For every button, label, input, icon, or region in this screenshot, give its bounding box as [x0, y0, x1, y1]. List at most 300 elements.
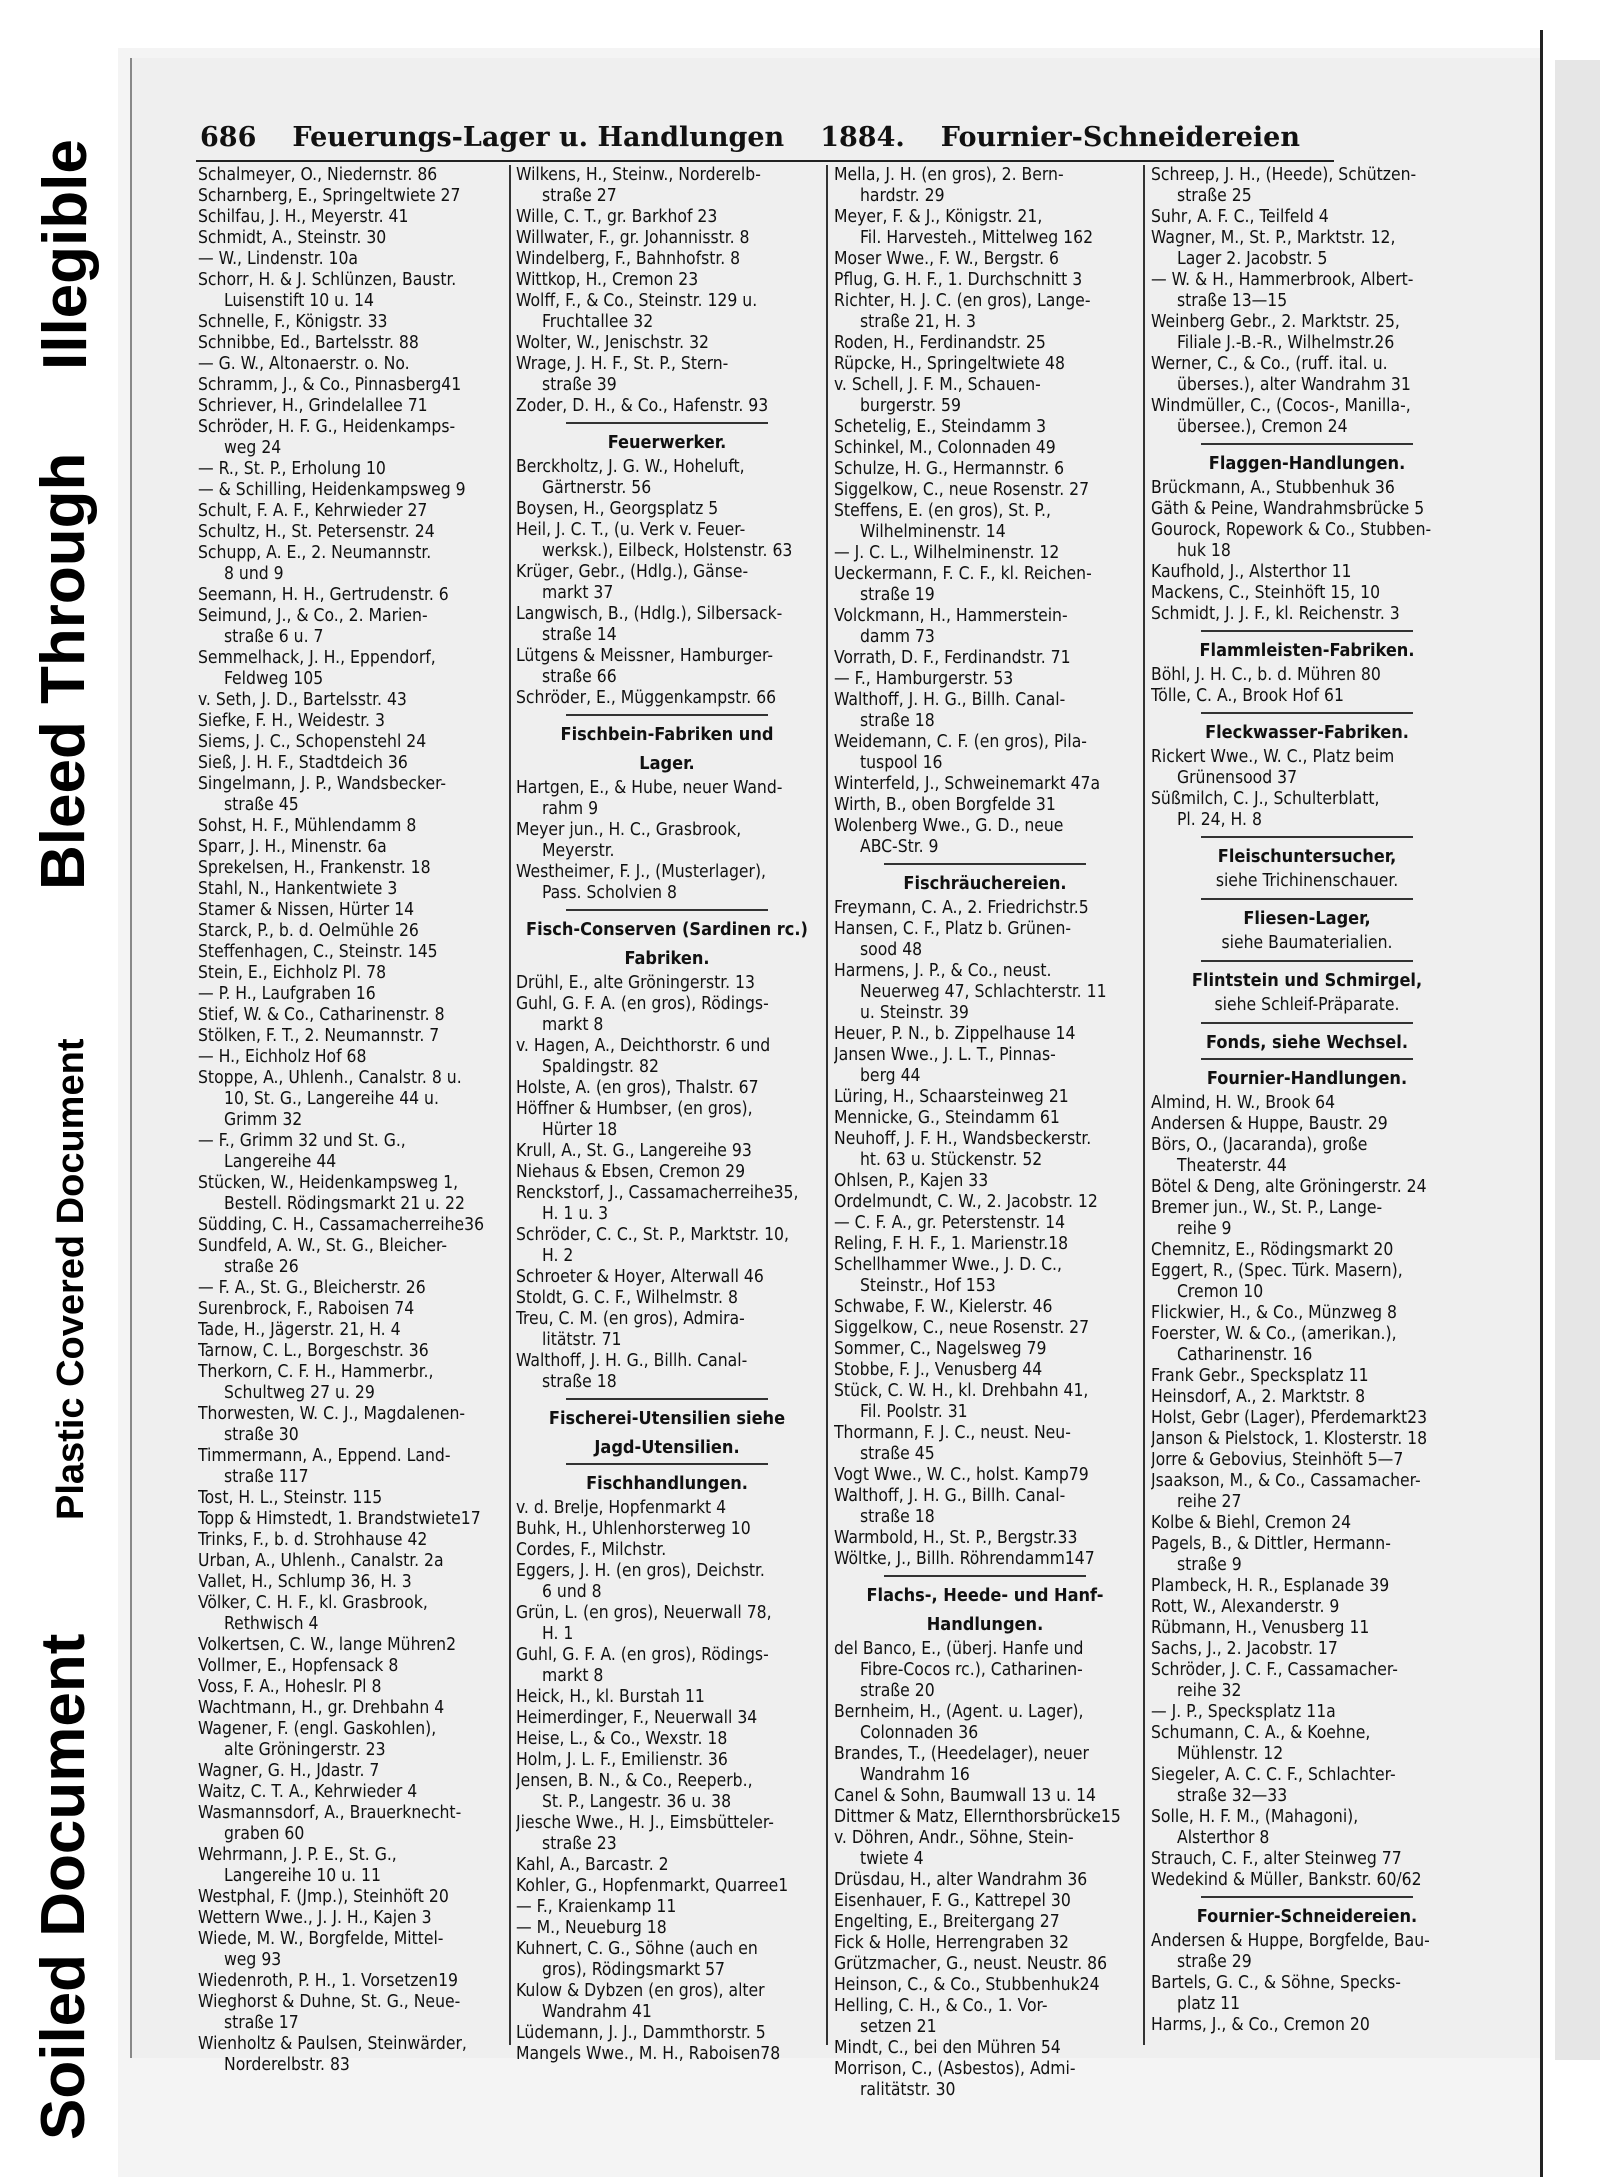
directory-entry: Schalmeyer, O., Niedernstr. 86 [198, 165, 438, 185]
directory-entry: Harms, J., & Co., Cremon 20 [1151, 2015, 1370, 2035]
directory-entry: Schorr, H. & J. Schlünzen, Baustr. [198, 270, 457, 290]
entry-continuation: Spaldingstr. 82 [542, 1057, 659, 1077]
directory-entry: Mella, J. H. (en gros), 2. Bern- [834, 165, 1064, 185]
entry-continuation: straße 20 [860, 1681, 935, 1701]
section-heading: Fischräuchereien. [903, 873, 1067, 894]
directory-entry: Wöltke, J., Billh. Röhrendamm147 [834, 1549, 1095, 1569]
entry-continuation: Feldweg 105 [224, 669, 324, 689]
entry-continuation: markt 8 [542, 1666, 604, 1686]
directory-entry: Heise, L., & Co., Wexstr. 18 [516, 1729, 728, 1749]
directory-entry: Holste, A. (en gros), Thalstr. 67 [516, 1078, 759, 1098]
section-heading: Flachs-, Heede- und Hanf- [866, 1585, 1104, 1606]
directory-entry: Suhr, A. F. C., Teilfeld 4 [1151, 207, 1329, 227]
directory-entry: Therkorn, C. F. H., Hammerbr., [198, 1362, 434, 1382]
entry-continuation: straße 13—15 [1177, 291, 1288, 311]
entry-continuation: Grimm 32 [224, 1110, 303, 1130]
directory-entry: Semmelhack, J. H., Eppendorf, [198, 648, 436, 668]
directory-entry: — H., Eichholz Hof 68 [198, 1047, 367, 1067]
entry-continuation: berg 44 [860, 1066, 921, 1086]
entry-continuation: straße 45 [224, 795, 299, 815]
directory-entry: Sprekelsen, H., Frankenstr. 18 [198, 858, 431, 878]
directory-entry: — G. W., Altonaerstr. o. No. [198, 354, 410, 374]
directory-entry: Schwabe, F. W., Kielerstr. 46 [834, 1297, 1053, 1317]
entry-continuation: twiete 4 [860, 1849, 924, 1869]
entry-continuation: damm 73 [860, 627, 935, 647]
directory-entry: Krüger, Gebr., (Hdlg.), Gänse- [516, 562, 749, 582]
directory-entry: Lüring, H., Schaarsteinweg 21 [834, 1087, 1069, 1107]
directory-entry: — J. P., Specksplatz 11a [1151, 1702, 1336, 1722]
directory-entry: Süßmilch, C. J., Schulterblatt, [1151, 789, 1380, 809]
directory-entry: Treu, C. M. (en gros), Admira- [516, 1309, 745, 1329]
directory-column-1 [198, 165, 500, 2076]
directory-entry: v. Seth, J. D., Bartelsstr. 43 [198, 690, 407, 710]
directory-entry: Schult, F. A. F., Kehrwieder 27 [198, 501, 428, 521]
directory-entry: Walthoff, J. H. G., Billh. Canal- [834, 690, 1066, 710]
directory-entry: Starck, P., b. d. Oelmühle 26 [198, 921, 419, 941]
directory-entry: Wieghorst & Duhne, St. G., Neue- [198, 1992, 461, 2012]
page-number: 686 [200, 122, 257, 153]
directory-entry: Schramm, J., & Co., Pinnasberg41 [198, 375, 462, 395]
directory-entry: Schulze, H. G., Hermannstr. 6 [834, 459, 1065, 479]
section-divider [566, 1398, 768, 1400]
directory-entry: Trinks, F., b. d. Strohhause 42 [198, 1530, 428, 1550]
directory-entry: Siefke, F. H., Weidestr. 3 [198, 711, 385, 731]
directory-entry: Schnelle, F., Königstr. 33 [198, 312, 388, 332]
entry-continuation: Schultweg 27 u. 29 [224, 1383, 375, 1403]
directory-entry: Wolenberg Wwe., G. D., neue [834, 816, 1064, 836]
directory-entry: — R., St. P., Erholung 10 [198, 459, 386, 479]
section-heading: Feuerwerker. [607, 432, 727, 453]
section-heading: Fournier-Handlungen. [1206, 1068, 1408, 1089]
directory-entry: Westheimer, F. J., (Musterlager), [516, 862, 767, 882]
directory-entry: Moser Wwe., F. W., Bergstr. 6 [834, 249, 1059, 269]
directory-entry: Höffner & Humbser, (en gros), [516, 1099, 753, 1119]
directory-entry: Stobbe, F. J., Venusberg 44 [834, 1360, 1043, 1380]
directory-entry: Wiedenroth, P. H., 1. Vorsetzen19 [198, 1971, 458, 1991]
directory-entry: Brandes, T., (Heedelager), neuer [834, 1744, 1089, 1764]
directory-entry: Stahl, N., Hankentwiete 3 [198, 879, 398, 899]
directory-entry: Weinberg Gebr., 2. Marktstr. 25, [1151, 312, 1400, 332]
entry-continuation: straße 14 [542, 625, 617, 645]
entry-continuation: Norderelbstr. 83 [224, 2055, 350, 2075]
entry-continuation: u. Steinstr. 39 [860, 1003, 969, 1023]
directory-entry: Cordes, F., Milchstr. [516, 1540, 667, 1560]
entry-continuation: Fil. Harvesteh., Mittelweg 162 [860, 228, 1094, 248]
entry-continuation: Theaterstr. 44 [1177, 1156, 1287, 1176]
section-heading: Flintstein und Schmirgel, [1191, 970, 1423, 991]
directory-entry: Wagner, G. H., Jdastr. 7 [198, 1761, 380, 1781]
section-title: Feuerungs-Lager u. Handlungen [292, 122, 785, 153]
directory-entry: Brückmann, A., Stubbenhuk 36 [1151, 478, 1395, 498]
entry-continuation: alte Gröningerstr. 23 [224, 1740, 386, 1760]
directory-entry: Rüpcke, H., Springeltwiete 48 [834, 354, 1065, 374]
directory-entry: — W. & H., Hammerbrook, Albert- [1151, 270, 1414, 290]
entry-continuation: burgerstr. 59 [860, 396, 961, 416]
directory-entry: Heil, J. C. T., (u. Verk v. Feuer- [516, 520, 746, 540]
entry-continuation: H. 1 u. 3 [542, 1204, 609, 1224]
directory-entry: Plambeck, H. R., Esplanade 39 [1151, 1576, 1390, 1596]
directory-entry: Bötel & Deng, alte Gröningerstr. 24 [1151, 1177, 1427, 1197]
entry-continuation: huk 18 [1177, 541, 1231, 561]
directory-entry: Wrage, J. H. F., St. P., Stern- [516, 354, 729, 374]
section-divider [1201, 1058, 1413, 1060]
directory-entry: Böhl, J. H. C., b. d. Mühren 80 [1151, 665, 1381, 685]
entry-continuation: reihe 9 [1177, 1219, 1232, 1239]
directory-entry: Westphal, F. (Jmp.), Steinhöft 20 [198, 1887, 449, 1907]
directory-entry: Fick & Holle, Herrengraben 32 [834, 1933, 1069, 1953]
entry-continuation: Wilhelminenstr. 14 [860, 522, 1006, 542]
entry-continuation: Fibre-Cocos rc.), Catharinen- [860, 1660, 1083, 1680]
directory-entry: Flickwier, H., & Co., Münzweg 8 [1151, 1303, 1397, 1323]
entry-continuation: straße 30 [224, 1425, 299, 1445]
directory-entry: Canel & Sohn, Baumwall 13 u. 14 [834, 1786, 1096, 1806]
entry-continuation: straße 17 [224, 2013, 299, 2033]
directory-entry: Zoder, D. H., & Co., Hafenstr. 93 [516, 396, 769, 416]
directory-entry: Siems, J. C., Schopenstehl 24 [198, 732, 427, 752]
entry-continuation: straße 19 [860, 585, 935, 605]
directory-entry: Jiesche Wwe., H. J., Eimsbütteler- [516, 1813, 774, 1833]
section-heading: Fischhandlungen. [586, 1473, 748, 1494]
directory-entry: Stölken, F. T., 2. Neumannstr. 7 [198, 1026, 440, 1046]
directory-column-2 [516, 165, 818, 2065]
directory-entry: — F., Grimm 32 und St. G., [198, 1131, 406, 1151]
entry-continuation: rahm 9 [542, 799, 599, 819]
directory-entry: Heinsdorf, A., 2. Marktstr. 8 [1151, 1387, 1366, 1407]
directory-entry: Volkertsen, C. W., lange Mühren2 [198, 1635, 457, 1655]
directory-entry: Vollmer, E., Hopfensack 8 [198, 1656, 399, 1676]
section-heading: Fliesen-Lager, [1243, 908, 1371, 929]
section-divider [566, 422, 768, 424]
directory-entry: Schetelig, E., Steindamm 3 [834, 417, 1047, 437]
directory-entry: — & Schilling, Heidenkampsweg 9 [198, 480, 466, 500]
entry-continuation: weg 93 [224, 1950, 282, 1970]
directory-entry: Jansen Wwe., J. L. T., Pinnas- [834, 1045, 1056, 1065]
directory-entry: Walthoff, J. H. G., Billh. Canal- [834, 1486, 1066, 1506]
directory-entry: Seimund, J., & Co., 2. Marien- [198, 606, 428, 626]
directory-entry: Buhk, H., Uhlenhorsterweg 10 [516, 1519, 751, 1539]
directory-entry: Bartels, G. C., & Söhne, Specks- [1151, 1973, 1401, 1993]
entry-continuation: hardstr. 29 [860, 186, 945, 206]
directory-entry: Boysen, H., Georgsplatz 5 [516, 499, 719, 519]
directory-entry: Schinkel, M., Colonnaden 49 [834, 438, 1056, 458]
directory-entry: Thormann, F. J. C., neust. Neu- [834, 1423, 1071, 1443]
column-divider [826, 165, 828, 2045]
directory-entry: Hansen, C. F., Platz b. Grünen- [834, 919, 1072, 939]
directory-entry: Wachtmann, H., gr. Drehbahn 4 [198, 1698, 445, 1718]
directory-entry: Hartgen, E., & Hube, neuer Wand- [516, 778, 783, 798]
section-heading: Flammleisten-Fabriken. [1199, 640, 1415, 661]
directory-entry: Volckmann, H., Hammerstein- [834, 606, 1068, 626]
plastic-covered-label: Plastic Covered Document [50, 1038, 92, 1520]
directory-entry: Mackens, C., Steinhöft 15, 10 [1151, 583, 1381, 603]
entry-continuation: Meyerstr. [542, 841, 615, 861]
entry-continuation: Cremon 10 [1177, 1282, 1264, 1302]
entry-continuation: St. P., Langestr. 36 u. 38 [542, 1792, 732, 1812]
directory-entry: Wirth, B., oben Borgfelde 31 [834, 795, 1056, 815]
directory-entry: Sommer, C., Nagelsweg 79 [834, 1339, 1047, 1359]
directory-entry: Werner, C., & Co., (ruff. ital. u. [1151, 354, 1388, 374]
section-heading: Fournier-Schneidereien. [1196, 1906, 1418, 1927]
directory-entry: Schröder, J. C. F., Cassamacher- [1151, 1660, 1398, 1680]
directory-entry: Urban, A., Uhlenh., Canalstr. 2a [198, 1551, 444, 1571]
section-divider [1201, 960, 1413, 962]
directory-entry: v. d. Brelje, Hopfenmarkt 4 [516, 1498, 727, 1518]
directory-entry: Schröder, E., Müggenkampstr. 66 [516, 688, 777, 708]
entry-continuation: straße 6 u. 7 [224, 627, 324, 647]
directory-entry: Waitz, C. T. A., Kehrwieder 4 [198, 1782, 418, 1802]
column-divider [1143, 165, 1145, 2045]
directory-entry: Ueckermann, F. C. F., kl. Reichen- [834, 564, 1092, 584]
directory-entry: — F., Hamburgerstr. 53 [834, 669, 1014, 689]
directory-entry: Siggelkow, C., neue Rosenstr. 27 [834, 1318, 1090, 1338]
directory-entry: Schröder, C. C., St. P., Marktstr. 10, [516, 1225, 789, 1245]
entry-continuation: straße 32—33 [1177, 1786, 1288, 1806]
directory-entry: Tade, H., Jägerstr. 21, H. 4 [198, 1320, 401, 1340]
entry-continuation: markt 8 [542, 1015, 604, 1035]
directory-entry: Völker, C. H. F., kl. Grasbrook, [198, 1593, 428, 1613]
section-heading: Flaggen-Handlungen. [1208, 453, 1406, 474]
directory-entry: Schellhammer Wwe., J. D. C., [834, 1255, 1062, 1275]
directory-entry: Wilkens, H., Steinw., Norderelb- [516, 165, 761, 185]
directory-entry: Vorrath, D. F., Ferdinandstr. 71 [834, 648, 1071, 668]
section-divider [1201, 898, 1413, 900]
entry-continuation: Filiale J.-B.-R., Wilhelmstr.26 [1177, 333, 1395, 353]
entry-continuation: H. 1 [542, 1624, 574, 1644]
directory-entry: Schultz, H., St. Petersenstr. 24 [198, 522, 435, 542]
directory-entry: — J. C. L., Wilhelminenstr. 12 [834, 543, 1060, 563]
column-divider [509, 165, 511, 2045]
directory-entry: Seemann, H. H., Gertrudenstr. 6 [198, 585, 449, 605]
entry-continuation: straße 27 [542, 186, 617, 206]
entry-continuation: werksk.), Eilbeck, Holstenstr. 63 [542, 541, 793, 561]
directory-entry: Berckholtz, J. G. W., Hoheluft, [516, 457, 745, 477]
entry-continuation: straße 18 [860, 1507, 935, 1527]
entry-continuation: überses.), alter Wandrahm 31 [1177, 375, 1411, 395]
directory-entry: Jensen, B. N., & Co., Reeperb., [516, 1771, 753, 1791]
directory-entry: Stoldt, G. C. F., Wilhelmstr. 8 [516, 1288, 738, 1308]
directory-entry: Dittmer & Matz, Ellernthorsbrücke15 [834, 1807, 1121, 1827]
directory-entry: Freymann, C. A., 2. Friedrichstr.5 [834, 898, 1089, 918]
entry-continuation: Alsterthor 8 [1177, 1828, 1270, 1848]
entry-continuation: Catharinenstr. 16 [1177, 1345, 1313, 1365]
directory-entry: Foerster, W. & Co., (amerikan.), [1151, 1324, 1397, 1344]
entry-continuation: Neuerweg 47, Schlachterstr. 11 [860, 982, 1107, 1002]
entry-continuation: graben 60 [224, 1824, 305, 1844]
entry-continuation: übersee.), Cremon 24 [1177, 417, 1348, 437]
section-heading: Fisch-Conserven (Sardinen rc.) [526, 919, 808, 940]
section-divider [1201, 836, 1413, 838]
entry-continuation: Wandrahm 41 [542, 2002, 652, 2022]
directory-entry: Gäth & Peine, Wandrahmsbrücke 5 [1151, 499, 1425, 519]
directory-entry: Tölle, C. A., Brook Hof 61 [1151, 686, 1344, 706]
directory-entry: Vallet, H., Schlump 36, H. 3 [198, 1572, 412, 1592]
soiled-document-label: Soiled Document [29, 1633, 98, 2140]
directory-entry: Siegeler, A. C. C. F., Schlachter- [1151, 1765, 1396, 1785]
directory-entry: Südding, C. H., Cassamacherreihe36 [198, 1215, 485, 1235]
cross-reference: siehe Baumaterialien. [1221, 933, 1393, 953]
section-heading: Fonds, siehe Wechsel. [1205, 1032, 1408, 1053]
section-divider [1201, 443, 1413, 445]
entry-continuation: Langereihe 10 u. 11 [224, 1866, 381, 1886]
directory-column-4 [1151, 165, 1463, 2036]
directory-entry: Sohst, H. F., Mühlendamm 8 [198, 816, 417, 836]
directory-entry: Meyer jun., H. C., Grasbrook, [516, 820, 742, 840]
section-divider [1201, 712, 1413, 714]
directory-entry: Topp & Himstedt, 1. Brandstwiete17 [198, 1509, 481, 1529]
entry-continuation: Rethwisch 4 [224, 1614, 319, 1634]
entry-continuation: straße 23 [542, 1834, 617, 1854]
directory-entry: Kohler, G., Hopfenmarkt, Quarree1 [516, 1876, 789, 1896]
directory-entry: Harmens, J. P., & Co., neust. [834, 961, 1052, 981]
directory-entry: Windelberg, F., Bahnhofstr. 8 [516, 249, 741, 269]
entry-continuation: Fruchtallee 32 [542, 312, 654, 332]
directory-entry: Kuhnert, C. G., Söhne (auch en [516, 1939, 758, 1959]
directory-entry: Eggers, J. H. (en gros), Deichstr. [516, 1561, 765, 1581]
cross-reference: siehe Trichinenschauer. [1215, 871, 1399, 891]
directory-entry: Frank Gebr., Specksplatz 11 [1151, 1366, 1369, 1386]
directory-entry: Stein, E., Eichholz Pl. 78 [198, 963, 387, 983]
directory-entry: Stief, W. & Co., Catharinenstr. 8 [198, 1005, 445, 1025]
directory-entry: Ordelmundt, C. W., 2. Jacobstr. 12 [834, 1192, 1098, 1212]
entry-continuation: straße 39 [542, 375, 617, 395]
directory-entry: Almind, H. W., Brook 64 [1151, 1093, 1336, 1113]
directory-entry: del Banco, E., (überj. Hanfe und [834, 1639, 1084, 1659]
directory-entry: Wasmannsdorf, A., Brauerknecht- [198, 1803, 462, 1823]
entry-continuation: Bestell. Rödingsmarkt 21 u. 22 [224, 1194, 465, 1214]
directory-entry: Sachs, J., 2. Jacobstr. 17 [1151, 1639, 1338, 1659]
directory-entry: Wittkop, H., Cremon 23 [516, 270, 699, 290]
directory-entry: Eggert, R., (Spec. Türk. Masern), [1151, 1261, 1403, 1281]
directory-entry: Heinson, C., & Co., Stubbenhuk24 [834, 1975, 1100, 1995]
directory-entry: Niehaus & Ebsen, Cremon 29 [516, 1162, 746, 1182]
directory-entry: Windmüller, C., (Cocos-, Manilla-, [1151, 396, 1411, 416]
directory-entry: Surenbrock, F., Raboisen 74 [198, 1299, 415, 1319]
directory-entry: Grützmacher, G., neust. Neustr. 86 [834, 1954, 1108, 1974]
directory-entry: Renckstorf, J., Cassamacherreihe35, [516, 1183, 799, 1203]
directory-entry: Grün, L. (en gros), Neuerwall 78, [516, 1603, 772, 1623]
directory-entry: Willwater, F., gr. Johannisstr. 8 [516, 228, 750, 248]
section-heading: Handlungen. [926, 1614, 1044, 1635]
entry-continuation: Pass. Scholvien 8 [542, 883, 677, 903]
directory-entry: Stamer & Nissen, Hürter 14 [198, 900, 415, 920]
directory-entry: Lütgens & Meissner, Hamburger- [516, 646, 774, 666]
directory-entry: Kaufhold, J., Alsterthor 11 [1151, 562, 1352, 582]
directory-entry: Mindt, C., bei den Mühren 54 [834, 2038, 1061, 2058]
directory-entry: Janson & Pielstock, 1. Klosterstr. 18 [1151, 1429, 1428, 1449]
section-heading: Fleckwasser-Fabriken. [1205, 722, 1409, 743]
directory-entry: Wedekind & Müller, Bankstr. 60/62 [1151, 1870, 1422, 1890]
directory-entry: Schroeter & Hoyer, Alterwall 46 [516, 1267, 764, 1287]
section-divider [566, 714, 768, 716]
year: 1884. [820, 122, 905, 153]
directory-entry: Tost, H. L., Steinstr. 115 [198, 1488, 383, 1508]
illegible-label: Illegible [31, 139, 100, 370]
entry-continuation: Pl. 24, H. 8 [1177, 810, 1262, 830]
section-heading: Fabriken. [624, 948, 710, 969]
entry-continuation: Grünensood 37 [1177, 768, 1298, 788]
directory-entry: Reling, F. H. F., 1. Marienstr.18 [834, 1234, 1069, 1254]
directory-entry: v. Hagen, A., Deichthorstr. 6 und [516, 1036, 771, 1056]
directory-entry: — F., Kraienkamp 11 [516, 1897, 677, 1917]
entry-continuation: ht. 63 u. Stückenstr. 52 [860, 1150, 1043, 1170]
directory-entry: Scharnberg, E., Springeltwiete 27 [198, 186, 461, 206]
directory-entry: Strauch, C. F., alter Steinweg 77 [1151, 1849, 1402, 1869]
directory-entry: Schmidt, A., Steinstr. 30 [198, 228, 387, 248]
directory-entry: Rott, W., Alexanderstr. 9 [1151, 1597, 1340, 1617]
entry-continuation: 10, St. G., Langereihe 44 u. [224, 1089, 439, 1109]
entry-continuation: straße 45 [860, 1444, 935, 1464]
entry-continuation: sood 48 [860, 940, 923, 960]
entry-continuation: straße 29 [1177, 1952, 1252, 1972]
directory-entry: Walthoff, J. H. G., Billh. Canal- [516, 1351, 748, 1371]
entry-continuation: Langereihe 44 [224, 1152, 337, 1172]
section-divider [566, 909, 768, 911]
directory-entry: Schnibbe, Ed., Bartelsstr. 88 [198, 333, 419, 353]
directory-entry: Ohlsen, P., Kajen 33 [834, 1171, 989, 1191]
directory-entry: Wiede, M. W., Borgfelde, Mittel- [198, 1929, 444, 1949]
directory-entry: Jorre & Gebovius, Steinhöft 5—7 [1151, 1450, 1404, 1470]
section-divider [884, 863, 1086, 865]
directory-entry: Wehrmann, J. P. E., St. G., [198, 1845, 397, 1865]
directory-entry: Weidemann, C. F. (en gros), Pila- [834, 732, 1087, 752]
entry-continuation: Colonnaden 36 [860, 1723, 979, 1743]
directory-entry: Chemnitz, E., Rödingsmarkt 20 [1151, 1240, 1394, 1260]
entry-continuation: setzen 21 [860, 2017, 937, 2037]
entry-continuation: straße 66 [542, 667, 617, 687]
directory-entry: Meyer, F. & J., Königstr. 21, [834, 207, 1043, 227]
entry-continuation: 6 und 8 [542, 1582, 602, 1602]
section-divider [1201, 630, 1413, 632]
directory-entry: Vogt Wwe., W. C., holst. Kamp79 [834, 1465, 1089, 1485]
directory-entry: Heuer, P. N., b. Zippelhause 14 [834, 1024, 1076, 1044]
directory-entry: Stück, C. W. H., kl. Drehbahn 41, [834, 1381, 1089, 1401]
directory-entry: Bremer jun., W., St. P., Lange- [1151, 1198, 1383, 1218]
entry-continuation: weg 24 [224, 438, 282, 458]
directory-entry: Wille, C. T., gr. Barkhof 23 [516, 207, 718, 227]
directory-entry: Richter, H. J. C. (en gros), Lange- [834, 291, 1091, 311]
directory-entry: — F. A., St. G., Bleicherstr. 26 [198, 1278, 426, 1298]
entry-continuation: straße 21, H. 3 [860, 312, 976, 332]
entry-continuation: reihe 27 [1177, 1492, 1242, 1512]
directory-entry: Winterfeld, J., Schweinemarkt 47a [834, 774, 1101, 794]
entry-continuation: straße 117 [224, 1467, 309, 1487]
directory-entry: Gourock, Ropework & Co., Stubben- [1151, 520, 1432, 540]
directory-entry: Roden, H., Ferdinandstr. 25 [834, 333, 1046, 353]
directory-entry: Steffens, E. (en gros), St. P., [834, 501, 1051, 521]
directory-entry: — M., Neueburg 18 [516, 1918, 667, 1938]
directory-entry: Voss, F. A., Hoheslr. Pl 8 [198, 1677, 382, 1697]
directory-entry: Siggelkow, C., neue Rosenstr. 27 [834, 480, 1090, 500]
directory-entry: Heimerdinger, F., Neuerwall 34 [516, 1708, 758, 1728]
directory-entry: Lüdemann, J. J., Dammthorstr. 5 [516, 2023, 766, 2043]
entry-continuation: straße 18 [860, 711, 935, 731]
cross-reference: siehe Schleif-Präparate. [1214, 995, 1400, 1015]
section-divider [1201, 1896, 1413, 1898]
directory-entry: Solle, H. F. M., (Mahagoni), [1151, 1807, 1359, 1827]
entry-continuation: 8 und 9 [224, 564, 284, 584]
entry-continuation: Lager 2. Jacobstr. 5 [1177, 249, 1328, 269]
section-heading: Fischerei-Utensilien siehe [548, 1408, 786, 1429]
scan-annotation-strip [0, 0, 115, 2177]
directory-entry: Stücken, W., Heidenkampsweg 1, [198, 1173, 459, 1193]
header-rule [196, 160, 1334, 162]
directory-entry: Krull, A., St. G., Langereihe 93 [516, 1141, 752, 1161]
directory-entry: Warmbold, H., St. P., Bergstr.33 [834, 1528, 1078, 1548]
entry-continuation: straße 26 [224, 1257, 299, 1277]
directory-entry: Heick, H., kl. Burstah 11 [516, 1687, 705, 1707]
directory-entry: Pflug, G. H. F., 1. Durchschnitt 3 [834, 270, 1083, 290]
directory-entry: Kahl, A., Barcastr. 2 [516, 1855, 669, 1875]
